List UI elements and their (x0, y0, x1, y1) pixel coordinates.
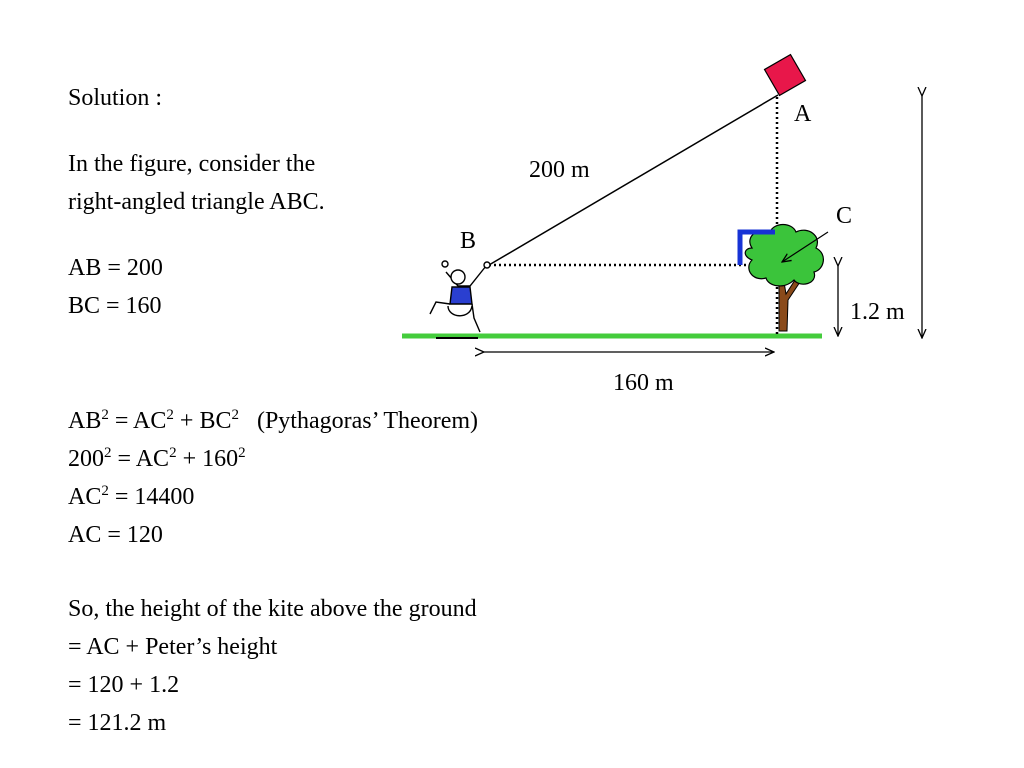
hypotenuse-label: 200 m (529, 157, 590, 183)
conclusion-line-2: = AC + Peter’s height (68, 634, 278, 660)
eq2-b: = AC (111, 446, 170, 472)
label-b: B (460, 228, 477, 254)
intro-line-2: right-angled triangle ABC. (68, 189, 325, 215)
solution-heading: Solution : (68, 85, 163, 111)
conclusion-line-1: So, the height of the kite above the ground (68, 596, 477, 622)
eq1-sup-3: 2 (231, 407, 239, 423)
eq2-sup-3: 2 (238, 445, 246, 461)
peter-figure-icon (430, 261, 490, 338)
eq3-a: AC (68, 484, 102, 510)
peter-head (451, 270, 465, 284)
eq2-a: 200 (68, 446, 104, 472)
given-ab: AB = 200 (68, 255, 163, 281)
eq2-sup-1: 2 (104, 445, 112, 461)
conclusion-line-3: = 120 + 1.2 (68, 672, 180, 698)
tree-icon (745, 225, 823, 332)
label-a: A (794, 101, 812, 127)
peter-knees (448, 306, 472, 316)
eq1-bc: + BC (173, 408, 232, 434)
given-bc: BC = 160 (68, 293, 162, 319)
eq2-c: + 160 (176, 446, 239, 472)
eq3-sup: 2 (101, 483, 109, 499)
eq1-ab: AB (68, 408, 102, 434)
label-c: C (836, 203, 853, 229)
tree-trunk (779, 280, 800, 331)
peter-body (450, 287, 472, 304)
peter-height-label: 1.2 m (850, 299, 905, 325)
kite-icon (765, 55, 806, 96)
ac-result: AC = 120 (68, 522, 163, 548)
base-length-label: 160 m (613, 370, 674, 396)
eq1-note: (Pythagoras’ Theorem) (238, 408, 479, 434)
eq1-sup-1: 2 (101, 407, 109, 423)
eq2-sup-2: 2 (169, 445, 177, 461)
eq1-ac: = AC (108, 408, 167, 434)
peter-hand-right (484, 262, 490, 268)
conclusion-line-4: = 121.2 m (68, 710, 167, 736)
intro-line-1: In the figure, consider the (68, 151, 316, 177)
peter-hand-left (442, 261, 448, 267)
eq3-b: = 14400 (108, 484, 195, 510)
eq1-sup-2: 2 (166, 407, 174, 423)
